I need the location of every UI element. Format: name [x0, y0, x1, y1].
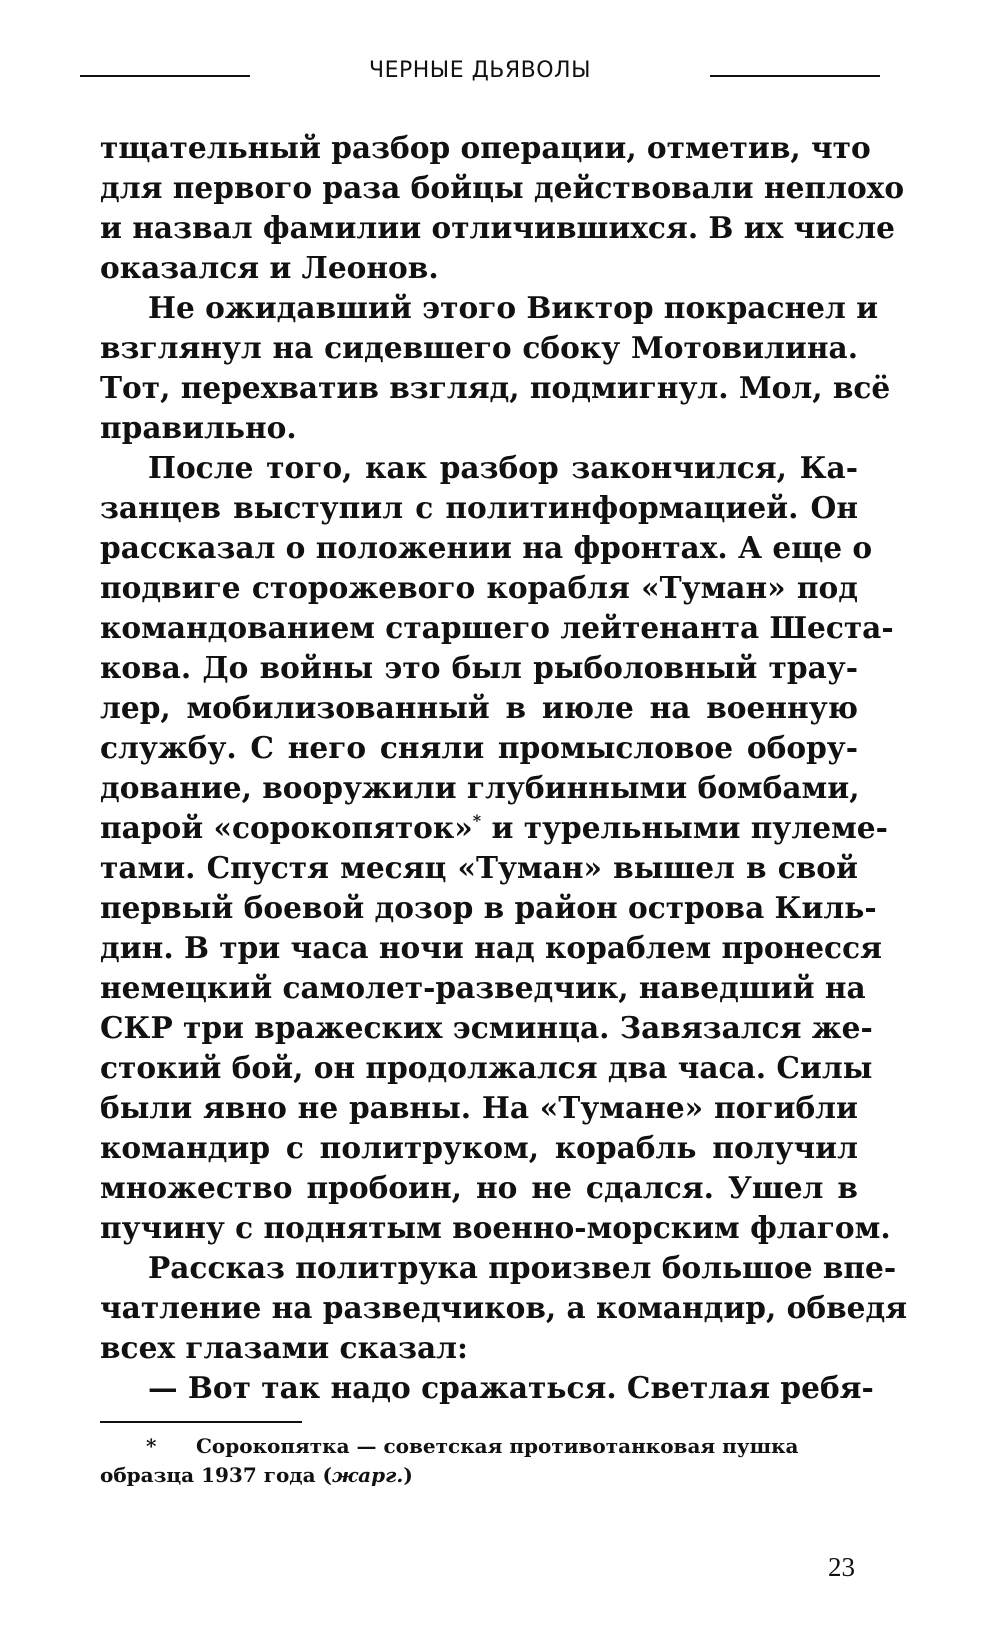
text-line: дование, вооружили глубинными бомбами, [100, 770, 860, 805]
text-line: были явно не равны. На «Тумане» погибли [100, 1090, 858, 1125]
text-line: После того, как разбор закончился, Ка- [148, 450, 858, 485]
text-line: подвиге сторожевого корабля «Туман» под [100, 570, 858, 605]
text-line: кова. До войны это был рыболовный трау- [100, 650, 858, 685]
text-line: взглянул на сидевшего сбоку Мотовилина. [100, 330, 858, 365]
footnote-abbrev: жарг. [332, 1463, 404, 1487]
text-line: Не ожидавший этого Виктор покраснел и [148, 290, 879, 325]
footnote-line [100, 1432, 858, 1461]
footnote-text: Сорокопятка — советская противотанковая пушка [196, 1434, 799, 1458]
footnote-text: образца 1937 года ( [100, 1463, 333, 1487]
text-line: множество пробоин, но не сдался. Ушел в [100, 1170, 858, 1205]
text-line: Рассказ политрука произвел большое впе- [148, 1250, 897, 1285]
text-line: правильно. [100, 410, 297, 445]
text-line: и назвал фамилии отличившихся. В их числе [100, 210, 895, 245]
text-line: пучину с поднятым военно-морским флагом. [100, 1210, 891, 1245]
text-line: дин. В три часа ночи над кораблем пронесся [100, 930, 882, 965]
text-line: занцев выступил с политинформацией. Он [100, 490, 858, 525]
text-line: тщательный разбор операции, отметив, что [100, 130, 871, 165]
text-line: командованием старшего лейтенанта Шеста- [100, 610, 894, 645]
page-number: 23 [828, 1552, 855, 1582]
running-title: ЧЕРНЫЕ ДЬЯВОЛЫ [368, 58, 592, 83]
text-line: службу. С него сняли промысловое обору- [100, 730, 858, 765]
header-rule-right [710, 75, 880, 77]
text-line: оказался и Леонов. [100, 250, 439, 285]
footnote-line [100, 1461, 858, 1490]
text-line: для первого раза бойцы действовали неплохо [100, 170, 905, 205]
body-text [100, 128, 908, 1408]
text-line: лер, мобилизованный в июле на военную [100, 690, 858, 725]
footnote-marker: * [146, 1434, 157, 1458]
footnote-text: ) [403, 1463, 413, 1487]
footnote [100, 1432, 858, 1490]
text-line: — Вот так надо сражаться. Светлая ребя- [148, 1370, 874, 1405]
text-line-with-footnote [100, 808, 888, 848]
footnote-reference: * [472, 811, 482, 830]
text-line: тами. Спустя месяц «Туман» вышел в свой [100, 850, 858, 885]
text-line: всех глазами сказал: [100, 1330, 468, 1365]
text-line: немецкий самолет-разведчик, наведший на [100, 970, 866, 1005]
line-part: парой «сорокопяток» [100, 810, 473, 845]
text-line: СКР три вражеских эсминца. Завязался же- [100, 1010, 873, 1045]
text-line: стокий бой, он продолжался два часа. Силы [100, 1050, 873, 1085]
text-line: чатление на разведчиков, а командир, обведя [100, 1290, 908, 1325]
running-head [80, 58, 880, 88]
text-line: командир с политруком, корабль получил [100, 1130, 858, 1165]
text-line: рассказал о положении на фронтах. А еще о [100, 530, 873, 565]
footnote-rule [100, 1421, 302, 1423]
text-line: первый боевой дозор в район острова Киль- [100, 890, 877, 925]
line-part: и турельными пулеме- [491, 810, 888, 845]
text-line: Тот, перехватив взгляд, подмигнул. Мол, всё [100, 370, 891, 405]
